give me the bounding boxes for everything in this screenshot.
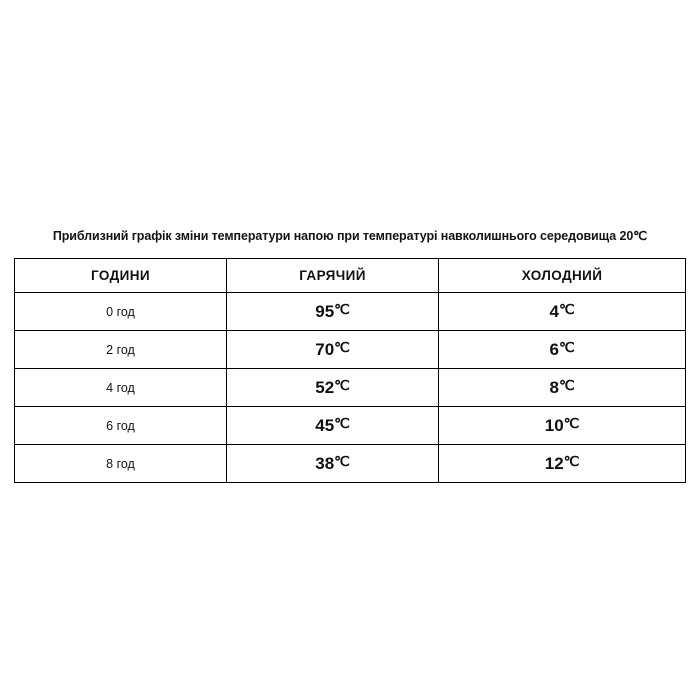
- cell-hot: [227, 331, 439, 369]
- cell-hot-value: 45: [315, 416, 335, 436]
- cell-hot-value: 52: [315, 378, 335, 398]
- table-row: [15, 293, 686, 331]
- cell-hours: 0 год: [15, 293, 227, 331]
- table-row: [15, 407, 686, 445]
- degree-unit: ℃: [334, 338, 350, 355]
- degree-unit: ℃: [563, 452, 580, 469]
- table-body: [15, 293, 686, 483]
- temperature-table-container: [14, 258, 686, 483]
- cell-hot: [227, 293, 439, 331]
- table-header-row: [15, 259, 686, 293]
- cell-cold-value: 6: [549, 340, 559, 360]
- cell-cold-value: 8: [549, 378, 559, 398]
- column-header-cold: ХОЛОДНИЙ: [439, 259, 686, 293]
- table-row: [15, 445, 686, 483]
- cell-hours: 4 год: [15, 369, 227, 407]
- cell-hot: [227, 445, 439, 483]
- cell-hot-value: 70: [315, 340, 335, 360]
- cell-cold-value: 4: [549, 302, 559, 322]
- cell-hours: 8 год: [15, 445, 227, 483]
- column-header-hot: ГАРЯЧИЙ: [227, 259, 439, 293]
- degree-unit: ℃: [334, 452, 350, 469]
- temperature-table: [14, 258, 686, 483]
- degree-unit: ℃: [558, 300, 575, 317]
- cell-hot: [227, 369, 439, 407]
- degree-unit: ℃: [334, 414, 350, 431]
- cell-cold: [439, 331, 686, 369]
- cell-hours: 6 год: [15, 407, 227, 445]
- cell-cold-value: 12: [544, 454, 564, 474]
- cell-cold-value: 10: [544, 416, 564, 436]
- degree-unit: ℃: [334, 376, 350, 393]
- cell-cold: [439, 293, 686, 331]
- cell-hot: [227, 407, 439, 445]
- column-header-hours: ГОДИНИ: [15, 259, 227, 293]
- cell-hot-value: 95: [315, 302, 335, 322]
- cell-cold: [439, 369, 686, 407]
- degree-unit: ℃: [334, 300, 350, 317]
- cell-cold: [439, 445, 686, 483]
- page-title: Приблизний графік зміни температури напою при температурі навколишнього середовища 20℃: [52, 229, 648, 243]
- cell-hot-value: 38: [315, 454, 335, 474]
- table-row: [15, 331, 686, 369]
- degree-unit: ℃: [558, 338, 575, 355]
- table-row: [15, 369, 686, 407]
- degree-unit: ℃: [558, 376, 575, 393]
- cell-cold: [439, 407, 686, 445]
- cell-hours: 2 год: [15, 331, 227, 369]
- table-header: [15, 259, 686, 293]
- degree-unit: ℃: [563, 414, 580, 431]
